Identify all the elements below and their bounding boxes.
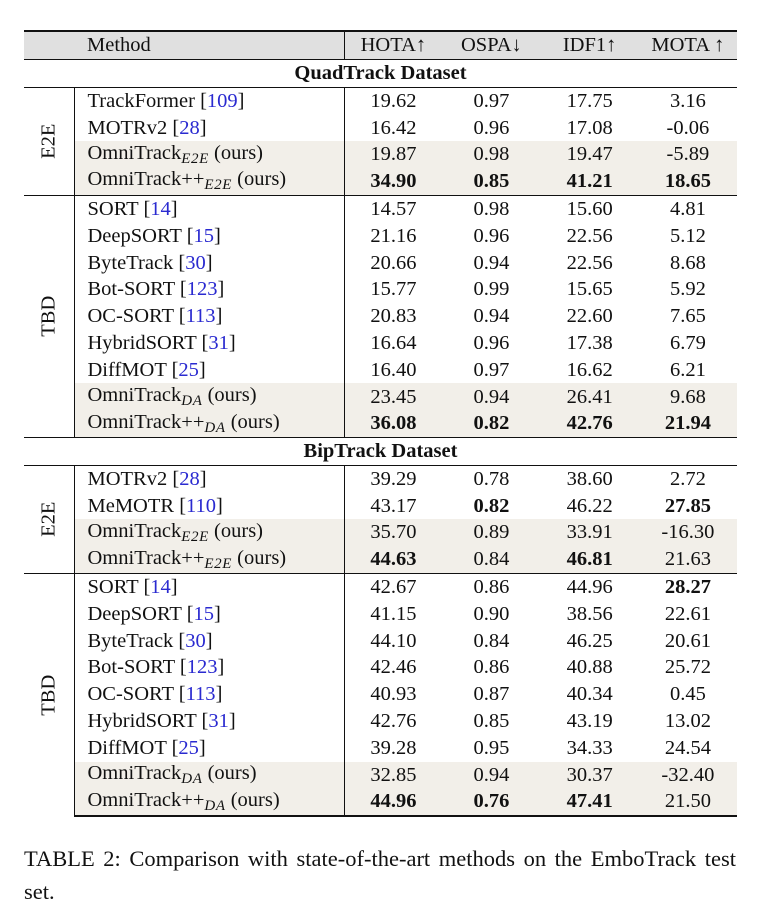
table-row: [24, 519, 737, 546]
section-header-row: [24, 437, 737, 465]
method-name: MOTRv2: [87, 467, 168, 490]
citation-link: 109: [206, 89, 238, 112]
table-row: [24, 276, 737, 303]
method-cell: [74, 141, 344, 168]
header-method: Method: [74, 31, 344, 59]
method-cell: SORT [14]: [74, 195, 344, 222]
method-name: MeMOTR: [87, 494, 175, 517]
hota-value: 16.64: [370, 331, 417, 354]
table-row: [24, 87, 737, 114]
table-row: [24, 330, 737, 357]
table-row: [24, 195, 737, 222]
header-ospa: OSPA↓: [442, 31, 540, 59]
method-cell: TrackFormer [109]: [74, 87, 344, 114]
section-title: QuadTrack Dataset: [24, 59, 737, 87]
hota-value: 44.63: [344, 546, 442, 573]
method-name: DeepSORT: [87, 224, 182, 247]
method-subscript: E2E: [181, 528, 209, 545]
mota-value: 22.61: [664, 602, 711, 625]
mota-value: 21.94: [639, 410, 737, 437]
ospa-value: 0.84: [473, 629, 510, 652]
idf1-value: 16.62: [566, 358, 613, 381]
idf1-value: 22.60: [566, 305, 613, 328]
ospa-value: 0.76: [442, 788, 540, 816]
mota-value: -16.30: [639, 519, 737, 546]
idf1-value: 22.56: [566, 224, 613, 247]
method-subscript: E2E: [204, 177, 233, 194]
method-subscript: DA: [181, 392, 203, 409]
method-cell: [74, 168, 344, 195]
citation-link: 28: [179, 116, 200, 139]
hota-value: 44.96: [344, 788, 442, 816]
hota-value: 39.28: [370, 736, 417, 759]
method-name: OmniTrack++: [87, 410, 205, 433]
hota-value: 16.40: [370, 358, 417, 381]
table-caption: TABLE 2: Comparison with state-of-the-art methods on the EmboTrack test set.: [24, 846, 736, 904]
table-row: [24, 383, 737, 410]
hota-value: 34.90: [344, 168, 442, 195]
ospa-value: 0.98: [442, 141, 540, 168]
method-cell: [74, 519, 344, 546]
method-subscript: DA: [204, 419, 226, 436]
method-subscript: E2E: [204, 555, 233, 572]
citation-link: 28: [179, 467, 200, 490]
table-row: [24, 223, 737, 250]
table-row: [24, 141, 737, 168]
header-hota: HOTA↑: [344, 31, 442, 59]
method-suffix: (ours): [214, 519, 264, 542]
method-suffix: (ours): [230, 788, 280, 811]
idf1-value: 30.37: [541, 762, 639, 789]
idf1-value: 38.56: [566, 602, 613, 625]
ospa-value: 0.94: [442, 383, 540, 410]
method-suffix: (ours): [237, 168, 287, 191]
hota-value: 41.15: [370, 602, 417, 625]
method-subscript: DA: [181, 770, 203, 787]
method-name: ByteTrack: [87, 629, 174, 652]
header-group-cell: [24, 31, 74, 59]
method-subscript: E2E: [181, 150, 209, 167]
method-suffix: (ours): [237, 546, 287, 569]
citation-link: 30: [185, 251, 206, 274]
idf1-value: 15.65: [566, 278, 613, 301]
mota-value: 24.54: [664, 736, 711, 759]
method-cell: [74, 546, 344, 573]
mota-value: 9.68: [639, 383, 737, 410]
method-name: OC-SORT: [87, 305, 174, 328]
hota-value: 36.08: [344, 410, 442, 437]
mota-value: -5.89: [639, 141, 737, 168]
ospa-value: 0.95: [473, 736, 510, 759]
method-cell: OC-SORT [113]: [74, 681, 344, 708]
method-cell: [74, 383, 344, 410]
ospa-value: 0.97: [473, 358, 510, 381]
table-row: [24, 735, 737, 762]
idf1-value: 34.33: [566, 736, 613, 759]
hota-value: 39.29: [370, 467, 417, 490]
idf1-value: 26.41: [541, 383, 639, 410]
method-cell: DiffMOT [25]: [74, 735, 344, 762]
comparison-table: [24, 30, 737, 817]
hota-value: 23.45: [344, 383, 442, 410]
idf1-value: 41.21: [541, 168, 639, 195]
method-name: OmniTrack++: [87, 546, 205, 569]
method-cell: SORT [14]: [74, 573, 344, 600]
ospa-value: 0.94: [473, 305, 510, 328]
citation-link: 31: [208, 710, 229, 733]
method-name: OmniTrack: [87, 761, 182, 784]
hota-value: 21.16: [370, 224, 417, 247]
idf1-value: 40.34: [566, 683, 613, 706]
table-row: [24, 357, 737, 384]
citation-link: 25: [178, 358, 199, 381]
ospa-value: 0.94: [442, 762, 540, 789]
method-suffix: (ours): [214, 141, 264, 164]
mota-value: 8.68: [669, 251, 706, 274]
hota-value: 16.42: [370, 116, 417, 139]
citation-link: 123: [186, 278, 218, 301]
ospa-value: 0.94: [473, 251, 510, 274]
citation-link: 113: [185, 305, 216, 328]
group-label: TBD: [37, 674, 60, 716]
group-label: E2E: [37, 501, 60, 537]
method-cell: [74, 410, 344, 437]
citation-link: 15: [193, 224, 215, 247]
method-cell: Bot-SORT [123]: [74, 654, 344, 681]
table-row: [24, 601, 737, 628]
group-label: E2E: [37, 123, 60, 159]
group-label-cell: [24, 573, 74, 816]
mota-value: 3.16: [669, 89, 706, 112]
idf1-value: 22.56: [566, 251, 613, 274]
table-row: [24, 628, 737, 655]
mota-value: 25.72: [664, 656, 711, 679]
citation-link: 110: [186, 494, 217, 517]
mota-value: 7.65: [669, 305, 706, 328]
ospa-value: 0.86: [473, 656, 510, 679]
table-row: [24, 654, 737, 681]
idf1-value: 46.81: [541, 546, 639, 573]
table-row: [24, 493, 737, 520]
hota-value: 44.10: [370, 629, 417, 652]
method-suffix: (ours): [207, 761, 257, 784]
method-cell: [74, 762, 344, 789]
mota-value: 20.61: [664, 629, 711, 652]
method-name: DeepSORT: [87, 602, 182, 625]
ospa-value: 0.85: [473, 710, 510, 733]
citation-link: 25: [178, 736, 199, 759]
table-row: [24, 410, 737, 437]
method-subscript: DA: [204, 797, 226, 814]
method-cell: DiffMOT [25]: [74, 357, 344, 384]
method-name: SORT: [87, 197, 139, 220]
method-name: ByteTrack: [87, 251, 174, 274]
ospa-value: 0.96: [473, 116, 510, 139]
method-name: OmniTrack++: [87, 788, 205, 811]
method-name: HybridSORT: [87, 710, 197, 733]
idf1-value: 43.19: [566, 710, 613, 733]
method-cell: ByteTrack [30]: [74, 628, 344, 655]
idf1-value: 44.96: [541, 573, 639, 600]
citation-link: 30: [185, 629, 206, 652]
ospa-value: 0.82: [442, 410, 540, 437]
method-name: Bot-SORT: [87, 656, 175, 679]
method-suffix: (ours): [230, 410, 280, 433]
method-name: OmniTrack: [87, 383, 182, 406]
mota-value: 2.72: [669, 467, 706, 490]
ospa-value: 0.78: [473, 467, 510, 490]
mota-value: 5.92: [669, 278, 706, 301]
mota-value: -0.06: [666, 116, 710, 139]
method-cell: Bot-SORT [123]: [74, 276, 344, 303]
method-cell: HybridSORT [31]: [74, 330, 344, 357]
mota-value: -32.40: [639, 762, 737, 789]
group-label-cell: [24, 465, 74, 573]
mota-value: 0.45: [669, 683, 706, 706]
method-cell: ByteTrack [30]: [74, 249, 344, 276]
ospa-value: 0.99: [473, 278, 510, 301]
hota-value: 32.85: [344, 762, 442, 789]
method-cell: HybridSORT [31]: [74, 708, 344, 735]
mota-value: 5.12: [669, 224, 706, 247]
header-mota: MOTA ↑: [639, 31, 737, 59]
method-cell: DeepSORT [15]: [74, 223, 344, 250]
table-row: [24, 114, 737, 141]
ospa-value: 0.86: [442, 573, 540, 600]
method-name: HybridSORT: [87, 331, 197, 354]
ospa-value: 0.84: [442, 546, 540, 573]
citation-link: 113: [185, 683, 216, 706]
idf1-value: 15.60: [541, 195, 639, 222]
hota-value: 40.93: [370, 683, 417, 706]
method-cell: DeepSORT [15]: [74, 601, 344, 628]
method-cell: OC-SORT [113]: [74, 303, 344, 330]
ospa-value: 0.96: [473, 331, 510, 354]
idf1-value: 40.88: [566, 656, 613, 679]
ospa-value: 0.89: [442, 519, 540, 546]
citation-link: 15: [193, 602, 215, 625]
method-suffix: (ours): [207, 383, 257, 406]
mota-value: 21.50: [639, 788, 737, 816]
method-cell: MeMOTR [110]: [74, 493, 344, 520]
group-label: TBD: [37, 295, 60, 337]
method-name: SORT: [87, 576, 139, 599]
table-row: [24, 168, 737, 195]
method-name: OmniTrack++: [87, 168, 205, 191]
idf1-value: 38.60: [566, 467, 613, 490]
idf1-value: 42.76: [541, 410, 639, 437]
table-row: [24, 708, 737, 735]
method-name: OmniTrack: [87, 141, 182, 164]
idf1-value: 46.22: [566, 494, 613, 517]
mota-value: 6.21: [669, 358, 706, 381]
hota-value: 20.83: [370, 305, 417, 328]
citation-link: 14: [150, 576, 171, 599]
method-name: OC-SORT: [87, 683, 174, 706]
hota-value: 14.57: [344, 195, 442, 222]
ospa-value: 0.98: [442, 195, 540, 222]
idf1-value: 17.75: [566, 89, 613, 112]
method-name: DiffMOT: [87, 736, 167, 759]
section-header-row: [24, 59, 737, 87]
citation-link: 31: [208, 331, 229, 354]
section-title: BipTrack Dataset: [24, 437, 737, 465]
method-cell: MOTRv2 [28]: [74, 114, 344, 141]
hota-value: 19.87: [344, 141, 442, 168]
table-row: [24, 573, 737, 600]
hota-value: 20.66: [370, 251, 417, 274]
method-name: MOTRv2: [87, 116, 168, 139]
ospa-value: 0.87: [473, 683, 510, 706]
table-row: [24, 762, 737, 789]
method-cell: [74, 788, 344, 816]
table-row: [24, 303, 737, 330]
group-label-cell: [24, 87, 74, 195]
hota-value: 35.70: [344, 519, 442, 546]
table-row: [24, 546, 737, 573]
hota-value: 42.76: [370, 710, 417, 733]
mota-value: 4.81: [639, 195, 737, 222]
idf1-value: 47.41: [541, 788, 639, 816]
group-label-cell: [24, 195, 74, 437]
idf1-value: 17.38: [566, 331, 613, 354]
table-header-row: [24, 31, 737, 59]
mota-value: 13.02: [664, 710, 711, 733]
citation-link: 123: [186, 656, 218, 679]
ospa-value: 0.82: [473, 494, 510, 517]
header-idf1: IDF1↑: [541, 31, 639, 59]
ospa-value: 0.85: [442, 168, 540, 195]
table-body: [24, 31, 737, 816]
mota-value: 28.27: [639, 573, 737, 600]
hota-value: 15.77: [370, 278, 417, 301]
idf1-value: 33.91: [541, 519, 639, 546]
hota-value: 42.67: [344, 573, 442, 600]
method-name: OmniTrack: [87, 519, 182, 542]
hota-value: 42.46: [370, 656, 417, 679]
table-row: [24, 249, 737, 276]
mota-value: 18.65: [639, 168, 737, 195]
mota-value: 27.85: [664, 494, 711, 517]
citation-link: 14: [150, 197, 171, 220]
method-cell: MOTRv2 [28]: [74, 465, 344, 492]
idf1-value: 17.08: [566, 116, 613, 139]
ospa-value: 0.96: [473, 224, 510, 247]
mota-value: 21.63: [639, 546, 737, 573]
hota-value: 43.17: [370, 494, 417, 517]
hota-value: 19.62: [370, 89, 417, 112]
mota-value: 6.79: [669, 331, 706, 354]
table-row: [24, 681, 737, 708]
idf1-value: 46.25: [566, 629, 613, 652]
table-row: [24, 788, 737, 816]
method-name: DiffMOT: [87, 358, 167, 381]
method-name: TrackFormer: [87, 89, 195, 112]
ospa-value: 0.90: [473, 602, 510, 625]
table-row: [24, 465, 737, 492]
ospa-value: 0.97: [473, 89, 510, 112]
method-name: Bot-SORT: [87, 278, 175, 301]
idf1-value: 19.47: [541, 141, 639, 168]
